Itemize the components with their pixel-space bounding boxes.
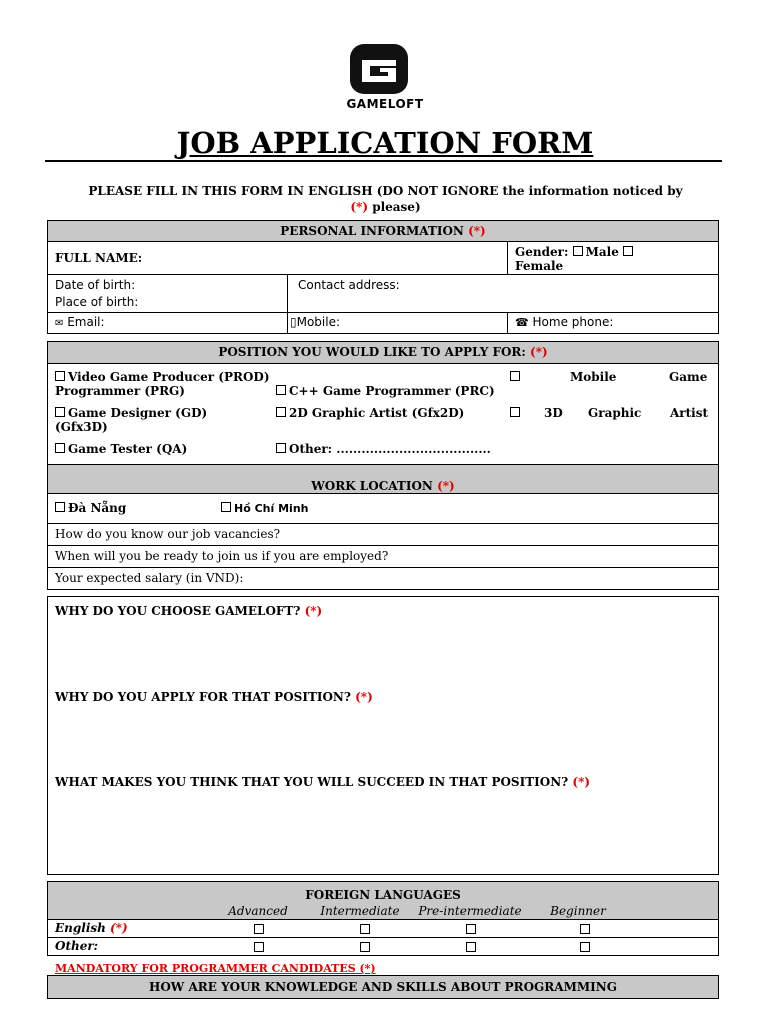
other-intermediate-checkbox[interactable] <box>360 942 370 952</box>
mandatory-programmer-note: MANDATORY FOR PROGRAMMER CANDIDATES (*) <box>55 962 376 975</box>
gfx3d-word-3: Artist <box>670 406 709 420</box>
hcm-checkbox[interactable] <box>221 502 231 512</box>
row-divider <box>47 937 719 938</box>
pob-label: Place of birth: <box>55 295 139 309</box>
full-name-label: FULL NAME: <box>55 251 143 265</box>
gfx3d-word-2: Graphic <box>588 406 642 420</box>
programming-skills-header: HOW ARE YOUR KNOWLEDGE AND SKILLS ABOUT PROGRAMMING <box>47 975 719 999</box>
question-why-position: WHY DO YOU APPLY FOR THAT POSITION? (*) <box>55 690 373 704</box>
row-divider <box>47 919 719 920</box>
row-divider <box>47 567 719 568</box>
mobile-prog-checkbox[interactable] <box>510 371 520 381</box>
motivation-box[interactable] <box>47 596 719 875</box>
mobile-prog-word-1: Mobile <box>570 370 617 384</box>
female-checkbox[interactable] <box>623 246 633 256</box>
gfx3d-checkbox[interactable] <box>510 407 520 417</box>
email-field[interactable]: ✉ Email: <box>55 315 105 329</box>
question-know-vacancies: How do you know our job vacancies? <box>55 527 281 541</box>
designer-checkbox[interactable] <box>55 407 65 417</box>
question-expected-salary: Your expected salary (in VND): <box>55 571 244 585</box>
work-location-header: WORK LOCATION (*) <box>47 464 719 494</box>
level-intermediate: Intermediate <box>320 904 400 918</box>
position-header: POSITION YOU WOULD LIKE TO APPLY FOR: (*) <box>47 341 719 364</box>
languages-header: FOREIGN LANGUAGES <box>47 881 719 905</box>
location-hcm[interactable]: Hồ Chí Minh <box>221 502 308 515</box>
gameloft-logo <box>340 42 430 112</box>
other-advanced-checkbox[interactable] <box>254 942 264 952</box>
col-divider <box>507 241 508 274</box>
language-other-label: Other: <box>55 939 99 953</box>
title-rule <box>45 160 722 162</box>
mobile-prog-word-3: Programmer (PRG) <box>55 384 185 398</box>
gameloft-logo-icon <box>340 42 430 98</box>
position-other[interactable]: Other: ..................................... <box>276 442 491 456</box>
position-cpp[interactable]: C++ Game Programmer (PRC) <box>276 384 495 398</box>
cpp-checkbox[interactable] <box>276 385 286 395</box>
page-title: JOB APPLICATION FORM <box>176 126 594 160</box>
level-pre-intermediate: Pre-intermediate <box>418 904 522 918</box>
home-phone-field[interactable]: ☎ Home phone: <box>515 315 614 329</box>
question-why-gameloft: WHY DO YOU CHOOSE GAMELOFT? (*) <box>55 604 323 618</box>
male-checkbox[interactable] <box>573 246 583 256</box>
dob-label: Date of birth: <box>55 278 136 292</box>
danang-checkbox[interactable] <box>55 502 65 512</box>
gfx3d-word-4: (Gfx3D) <box>55 420 108 434</box>
gender-field[interactable]: Gender: Male Female <box>515 245 715 273</box>
mobile-prog-checkbox-wrap[interactable] <box>510 370 523 384</box>
english-beginner-checkbox[interactable] <box>580 924 590 934</box>
location-danang[interactable]: Đà Nẵng <box>55 501 126 515</box>
other-beginner-checkbox[interactable] <box>580 942 590 952</box>
position-gfx2d[interactable]: 2D Graphic Artist (Gfx2D) <box>276 406 464 420</box>
level-beginner: Beginner <box>550 904 606 918</box>
tester-checkbox[interactable] <box>55 443 65 453</box>
gfx3d-checkbox-wrap[interactable] <box>510 406 523 420</box>
gfx3d-word-1: 3D <box>544 406 563 420</box>
gfx2d-checkbox[interactable] <box>276 407 286 417</box>
question-succeed: WHAT MAKES YOU THINK THAT YOU WILL SUCCEED IN THAT POSITION? (*) <box>55 775 591 789</box>
personal-info-header: PERSONAL INFORMATION (*) <box>47 220 719 242</box>
row-divider <box>47 545 719 546</box>
instruction-text: PLEASE FILL IN THIS FORM IN ENGLISH (DO NOT IGNORE the information noticed by (*) please) <box>88 184 683 214</box>
other-position-checkbox[interactable] <box>276 443 286 453</box>
position-designer[interactable]: Game Designer (GD) <box>55 406 207 420</box>
row-divider <box>47 274 719 275</box>
mobile-prog-word-2: Game <box>669 370 708 384</box>
col-divider <box>507 312 508 334</box>
telephone-icon: ☎ <box>515 316 529 329</box>
row-divider <box>47 312 719 313</box>
mobile-field[interactable]: ▯Mobile: <box>290 315 341 329</box>
row-divider <box>47 523 719 524</box>
prod-checkbox[interactable] <box>55 371 65 381</box>
position-prod[interactable]: Video Game Producer (PROD) <box>55 370 270 384</box>
gameloft-wordmark: GAMELOFT <box>346 97 424 111</box>
english-pre-intermediate-checkbox[interactable] <box>466 924 476 934</box>
english-intermediate-checkbox[interactable] <box>360 924 370 934</box>
contact-address-label: Contact address: <box>298 278 400 292</box>
other-pre-intermediate-checkbox[interactable] <box>466 942 476 952</box>
position-tester[interactable]: Game Tester (QA) <box>55 442 187 456</box>
question-ready-date: When will you be ready to join us if you are employed? <box>55 549 389 563</box>
language-english-label: English (*) <box>55 921 128 935</box>
english-advanced-checkbox[interactable] <box>254 924 264 934</box>
level-advanced: Advanced <box>228 904 288 918</box>
envelope-icon: ✉ <box>55 318 64 329</box>
col-divider <box>287 274 288 334</box>
